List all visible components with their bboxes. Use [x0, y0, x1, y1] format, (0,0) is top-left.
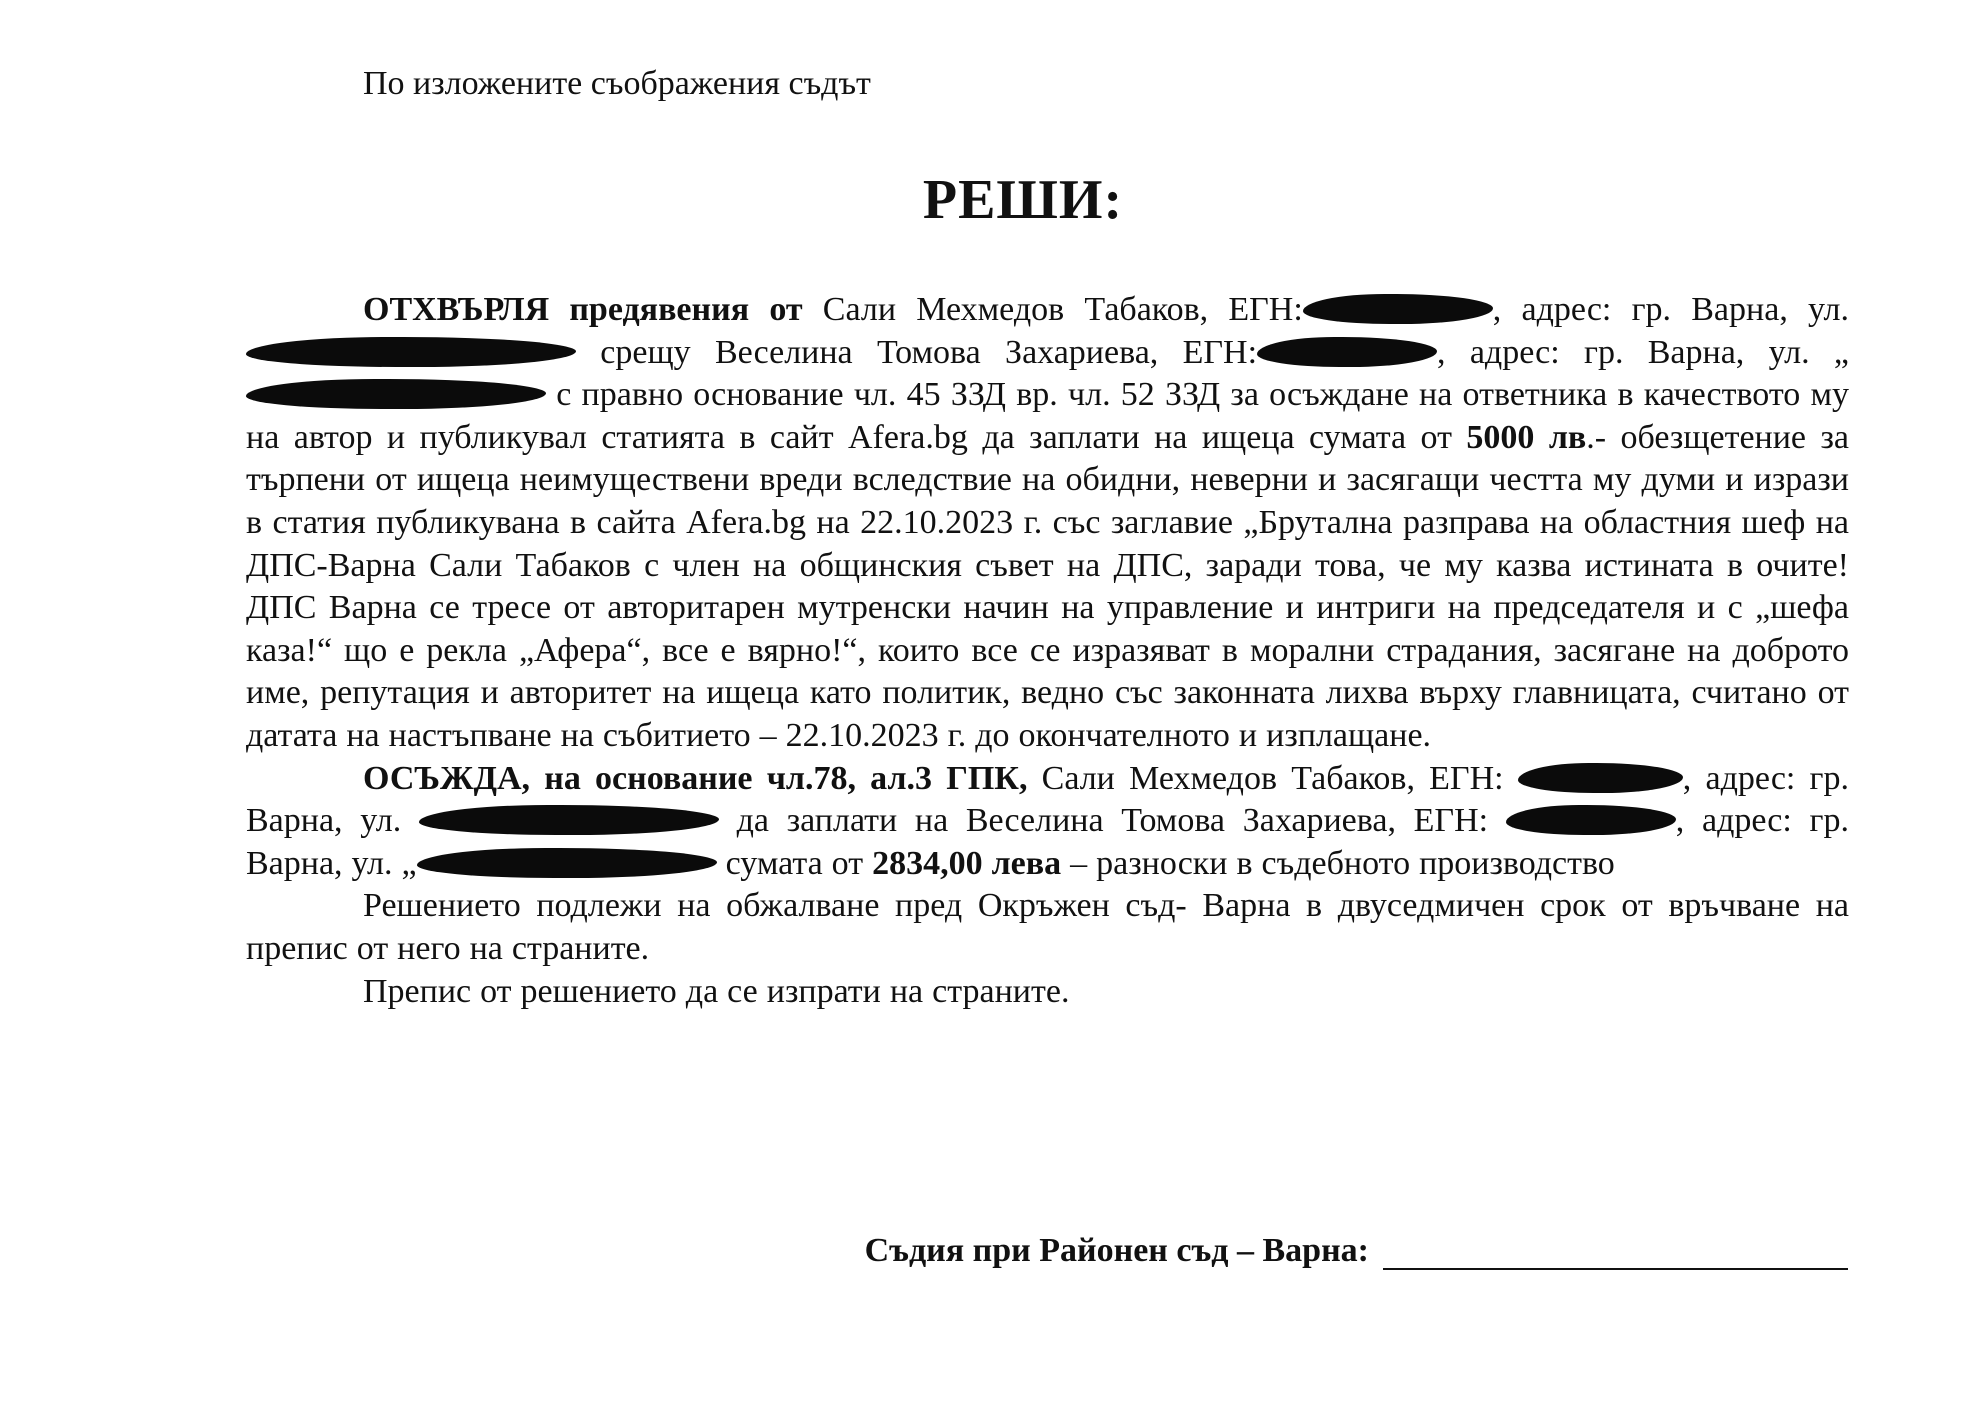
redaction-mark	[246, 379, 546, 409]
paragraph-dismissal-text: Сали Мехмедов Табаков, ЕГН:	[802, 291, 1303, 328]
signature-line	[1383, 1238, 1848, 1270]
signature-label: Съдия при Районен съд – Варна:	[864, 1232, 1369, 1269]
decision-title: РЕШИ:	[922, 169, 1124, 231]
paragraph-appeal: Решението подлежи на обжалване пред Окръжен съд- Варна в двуседмичен срок от връчване на препис от него на страните.	[246, 887, 1849, 967]
redaction-mark	[419, 805, 719, 835]
redaction-mark	[1506, 805, 1676, 835]
redaction-mark	[1303, 294, 1493, 324]
paragraph-dismissal-lead: ОТХВЪРЛЯ предявения от	[363, 291, 803, 328]
paragraph-costs-lead: ОСЪЖДА, на основание чл.78, ал.3 ГПК,	[363, 759, 1028, 797]
judge-signature	[865, 1232, 1848, 1270]
redaction-mark	[1257, 337, 1437, 367]
paragraph-dismissal: ОТХВЪРЛЯ предявения от Сали Мехмедов Табаков, ЕГН: , адрес: гр. Варна, ул. срещу Веселина Томова Захариева, ЕГН: , адрес: гр. Варна, ул. „ с правно основание чл. 45 ЗЗД вр. чл. 52 ЗЗД за осъждане на ответника в качеството му на автор и публикувал статията в сайт Afera.bg да заплати на ищеца сумата от 5000 лв.- обезщетение за търпени от ищеца неимуществени вреди вследствие на обидни, неверни и засягащи честта му думи и изрази в статия публикувана в сайта Afera.bg на 22.10.2023 г. със заглавие „Брутална разправа на областния шеф на ДПС-Варна Сали Табаков с член на общинския съвет на ДПС, заради това, че му казва истината в очите! ДПС Варна се тресе от авторитарен мутренски начин на управление и интриги на председателя и с „шефа каза!“ що е рекла „Афера“, все е вярно!“, които все се изразяват в морални страдания, засягане на доброто име, репутация и авторитет на ищеца като политик, ведно със законната лихва върху главницата, считано от датата на настъпване на събитието – 22.10.2023 г. до окончателното и изплащане.	[246, 291, 1850, 754]
redaction-mark	[246, 337, 576, 367]
decision-body	[246, 289, 1849, 1013]
redaction-mark	[417, 848, 717, 878]
paragraph-copy: Препис от решението да се изпрати на страните.	[363, 972, 1070, 1010]
redaction-mark	[1518, 763, 1683, 793]
claim-amount: 5000 лв	[1466, 418, 1587, 456]
intro-line: По изложените съображения съдът	[363, 65, 871, 102]
costs-amount: 2834,00 лева	[872, 844, 1062, 882]
paragraph-costs: ОСЪЖДА, на основание чл.78, ал.3 ГПК, Сали Мехмедов Табаков, ЕГН: , адрес: гр. Варна, ул. да заплати на Веселина Томова Захариева, ЕГН: , адрес: гр. Варна, ул. „ сумата от 2834,00 лева – разноски в съдебното производство	[246, 759, 1850, 882]
